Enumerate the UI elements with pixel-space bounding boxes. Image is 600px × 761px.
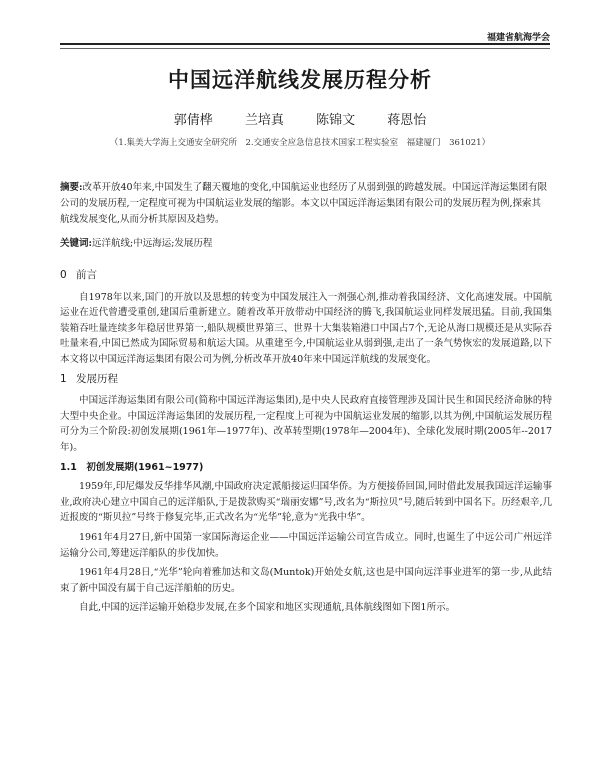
author-2: 兰培真 xyxy=(244,113,284,128)
journal-name: 福建省航海学会 xyxy=(486,33,550,43)
paragraph-intro: 自1978年以来,国门的开放以及思想的转变为中国发展注入一剂强心剂,推动着我国经济、文化高速发展。中国航运业在近代曾遭受重创,建国后重新建立。随着改革开放带动中国经济的腾飞,我国航运业同样发展迅猛。目前,我国集装箱吞吐量连续多年稳居世界第一,船队规模世界第三、世界十大集装箱港口中国占7个,无论从海口规模还是从实际吞吐量来看,中国已然成为国际贸易和航运大国。从重建至今,中国航运业从弱到强,走出了一条气势恢宏的发展道路,以下本文将以中国远洋海运集团有限公司为例,分析改革开放40年来中国远洋航线的发展变化。 xyxy=(60,291,552,365)
section-title: 发展历程 xyxy=(76,372,118,385)
keywords-text: 远洋航线;中远海运;发展历程 xyxy=(92,238,213,249)
section-heading-intro xyxy=(60,268,552,284)
section-heading-history xyxy=(60,372,552,388)
author-1: 郭倩桦 xyxy=(173,113,213,128)
section-number: 0 xyxy=(60,269,67,281)
header-rule-thin xyxy=(60,48,550,49)
paragraph: 1961年4月27日,新中国第一家国际海运企业——中国远洋运输公司宣告成立。同时,也诞生了中远公司广州远洋运输分公司,筹建远洋船队的步伐加快。 xyxy=(60,531,552,559)
keywords-label: 关键词: xyxy=(60,238,93,249)
body-text xyxy=(60,268,552,620)
keywords xyxy=(60,236,550,252)
header-rule xyxy=(60,43,550,45)
paragraph-history: 中国远洋海运集团有限公司(简称中国远洋海运集团),是中央人民政府直接管理涉及国计民生和国民经济命脉的特大型中央企业。中国远洋海运集团的发展历程,一定程度上可视为中国航运业发展的缩影,以其为例,中国航运发展历程可分为三个阶段:初创发展期(1961年—1977年)、改革转型期(1978年—2004年)、全球化发展时期(2005年--2017年)。 xyxy=(60,395,552,453)
subsection-heading: 1.1 初创发展期(1961~1977) xyxy=(60,461,204,473)
affiliation: （1.集美大学海上交通安全研究所 2.交通安全应急信息技术国家工程实验室 福建厦门 361021） xyxy=(109,138,491,148)
author-3: 陈锦文 xyxy=(316,113,356,128)
paragraph: 1959年,印尼爆发反华排华风潮,中国政府决定派船接运归国华侨。为方便接侨回国,同时借此发展我国远洋运输事业,政府决心建立中国自己的远洋船队,于是拨款购买“瑞丽安娜”号,改名为“斯拉贝”号,随后转到中国名下。历经艰辛,几近报废的“斯贝拉”号终于修复完毕,正式改名为“光华”轮,意为“光我中华”。 xyxy=(60,481,552,524)
abstract-text: 改革开放40年来,中国发生了翻天覆地的变化,中国航运业也经历了从弱到强的跨越发展。中国远洋海运集团有限公司的发展历程,一定程度可视为中国航运业发展的缩影。本文以中国远洋海运集团有限公司的发展历程为例,探索其航线发展变化,从而分析其原因及趋势。 xyxy=(60,182,548,225)
section-number: 1 xyxy=(60,372,67,385)
paragraph: 自此,中国的远洋运输开始稳步发展,在多个国家和地区实现通航,具体航线图如下图1所示。 xyxy=(79,602,456,614)
paragraph: 1961年4月28日,“光华”轮向着雅加达和文岛(Muntok)开始处女航,这也是中国向远洋事业进军的第一步,从此结束了新中国没有属于自己远洋船舶的历史。 xyxy=(60,567,552,594)
author-4: 蒋恩怡 xyxy=(387,113,427,128)
abstract xyxy=(60,180,550,228)
section-title: 前言 xyxy=(76,269,97,281)
abstract-label: 摘要: xyxy=(60,182,83,193)
author-list xyxy=(0,109,600,128)
paper-title: 中国远洋航线发展历程分析 xyxy=(168,68,432,92)
